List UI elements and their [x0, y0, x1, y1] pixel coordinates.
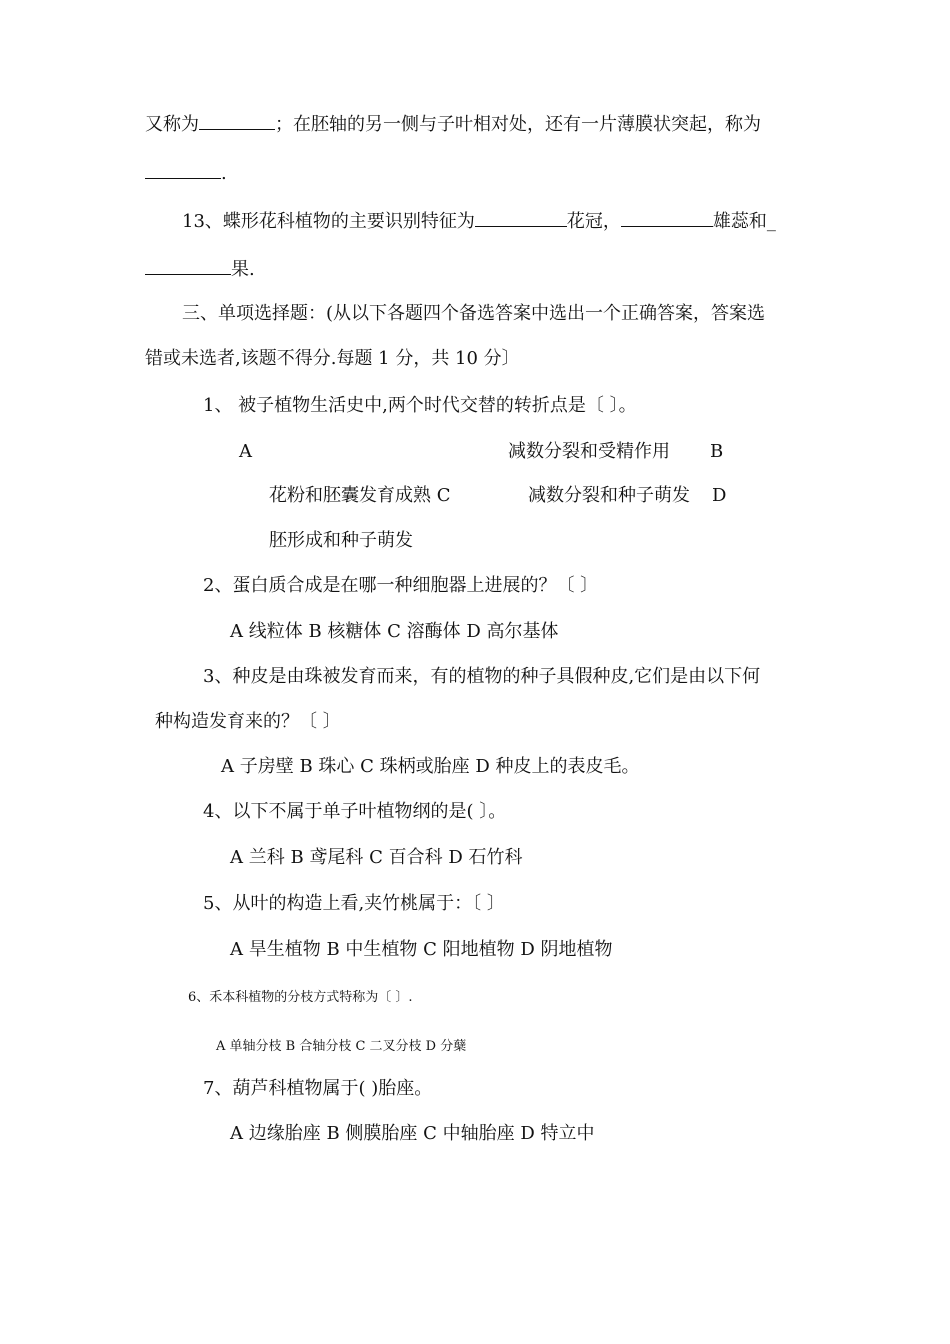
q3-stem-line-1: 3、种皮是由珠被发育而来，有的植物的种子具假种皮,它们是由以下何: [203, 666, 761, 687]
q3-stem-line-2: 种构造发育来的？〔 〕: [155, 711, 341, 732]
q12-line-2: [145, 160, 227, 186]
answer-blank: [145, 256, 231, 275]
q4-stem: 4、以下不属于单子叶植物纲的是( 〕。: [203, 801, 507, 822]
answer-blank: [475, 208, 567, 227]
q12-line-1: [145, 111, 761, 137]
answer-blank: [199, 111, 275, 130]
q13-text-b: 花冠，: [566, 211, 621, 232]
q2-stem: 2、蛋白质合成是在哪一种细胞器上进展的？〔 〕: [203, 575, 599, 596]
q13-text-d: 果.: [231, 259, 255, 280]
q1-stem: 1、 被子植物生活史中,两个时代交替的转折点是〔 〕。: [203, 395, 637, 416]
q6-stem: 6、禾本科植物的分枝方式特称为〔 〕.: [188, 990, 413, 1005]
q5-options: A 旱生植物 B 中生植物 C 阳地植物 D 阴地植物: [230, 939, 613, 960]
q1-option-text: 减数分裂和种子萌发: [528, 485, 690, 506]
q1-label-d: D: [712, 485, 727, 506]
q13-text-a: 13、蝶形花科植物的主要识别特征为: [182, 211, 475, 232]
q12-text-b: ；在胚轴的另一侧与子叶相对处，还有一片薄膜状突起，称为: [275, 114, 761, 135]
q2-options: A 线粒体 B 核糖体 C 溶酶体 D 高尔基体: [230, 621, 559, 642]
q1-label-b: B: [710, 441, 724, 462]
q4-options: A 兰科 B 鸢尾科 C 百合科 D 石竹科: [230, 847, 523, 868]
q3-options: A 子房壁 B 珠心 C 珠柄或胎座 D 种皮上的表皮毛。: [221, 756, 640, 777]
section3-heading-line-1: 三、单项选择题：(从以下各题四个备选答案中选出一个正确答案，答案选: [182, 303, 766, 324]
section3-heading-line-2: 错或未选者,该题不得分.每题 1 分，共 10 分〕: [145, 348, 520, 369]
q1-label-a: A: [239, 441, 252, 462]
q13-line-1: [182, 208, 776, 234]
q1-option-text: 花粉和胚囊发育成熟 C: [269, 485, 451, 506]
answer-blank: [621, 208, 713, 227]
q6-options: A 单轴分枝 B 合轴分枝 C 二叉分枝 D 分蘖: [216, 1039, 467, 1054]
q1-option-text: 减数分裂和受精作用: [508, 441, 670, 462]
q13-line-2: [145, 256, 255, 282]
q7-options: A 边缘胎座 B 侧膜胎座 C 中轴胎座 D 特立中: [230, 1123, 595, 1144]
q12-text-c: .: [221, 163, 227, 184]
q5-stem: 5、从叶的构造上看,夹竹桃属于：〔 〕: [203, 893, 505, 914]
answer-blank: [145, 160, 221, 179]
q13-text-c: 雄蕊和_: [712, 211, 776, 232]
q1-options-line-3: 胚形成和种子萌发: [269, 530, 413, 551]
q12-text-a: 又称为: [145, 114, 199, 135]
q7-stem: 7、葫芦科植物属于( )胎座。: [203, 1078, 433, 1099]
